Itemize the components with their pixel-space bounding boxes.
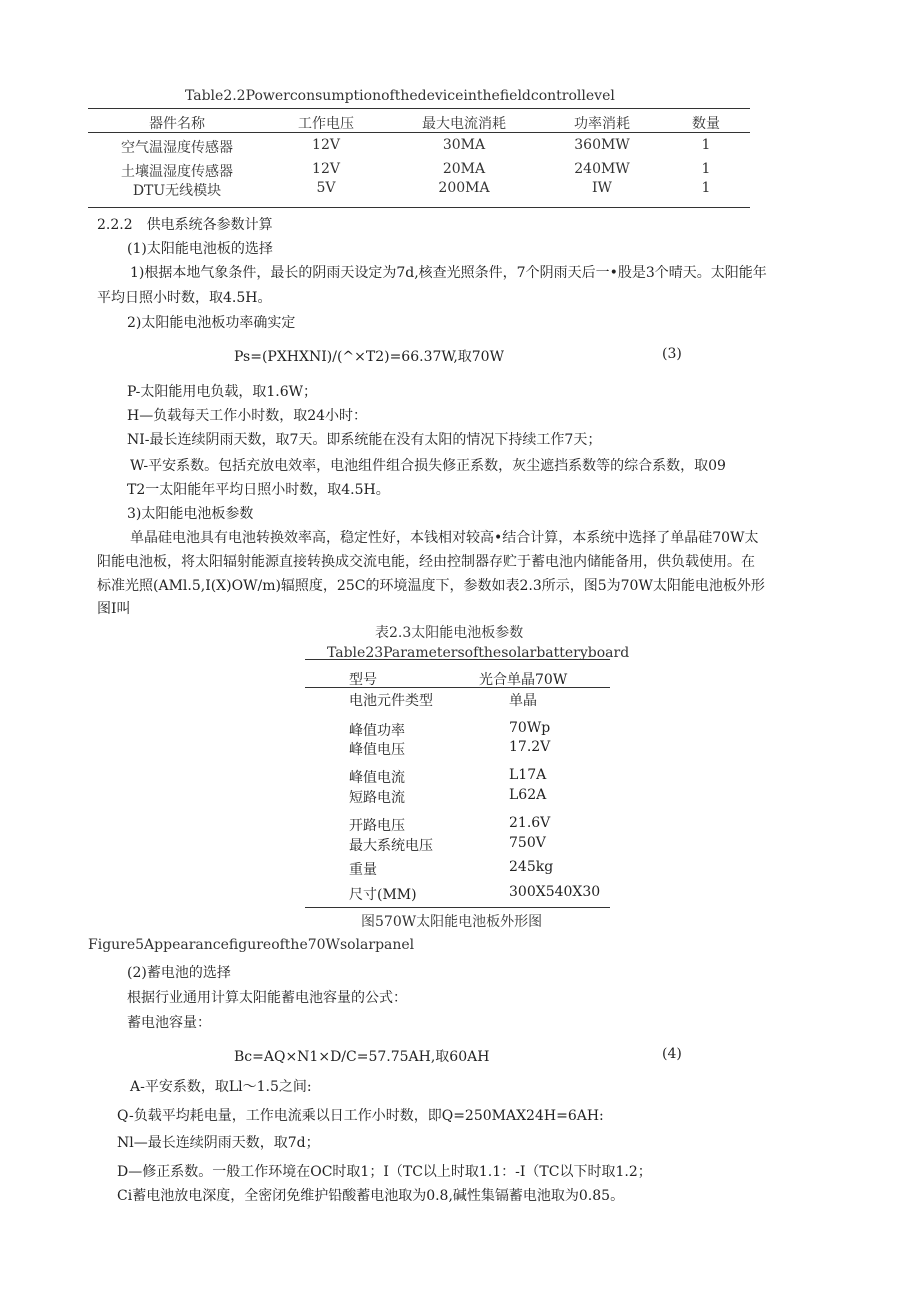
table1-header-cell: 最大电流消耗 <box>422 116 506 132</box>
definition-line: Nl—最长连续阴雨天数，取7d； <box>117 1135 320 1151</box>
table2-key: 峰值电流 <box>349 770 405 786</box>
paragraph-line: 1)根据本地气象条件，最长的阴雨天设定为7d,核查光照条件，7个阴雨天后一•股是3个晴天。太阳能年 <box>130 265 767 281</box>
table2-key: 重量 <box>349 862 377 878</box>
definition-line: D—修正系数。一般工作环境在OC时取1；I（TC以上时取1.1：-I（TC以下时取1.2； <box>117 1164 652 1180</box>
table-cell: 1 <box>701 161 711 177</box>
table2-value: 245kg <box>509 859 554 875</box>
table2-key: 短路电流 <box>349 790 405 806</box>
table-cell: 1 <box>701 137 711 153</box>
paragraph-line: 单晶硅电池具有电池转换效率高，稳定性好，本钱相对较高•结合计算，本系统中选择了单晶硅70W太 <box>130 530 759 546</box>
definition-line: Ci蓄电池放电深度，全密闭免维护铅酸蓄电池取为0.8,碱性集镉蓄电池取为0.85。 <box>117 1188 625 1204</box>
table2-caption-cn: 表2.3太阳能电池板参数 <box>375 625 524 641</box>
formula-4-number: (4) <box>662 1046 682 1062</box>
paragraph-line: 阳能电池板，将太阳辐射能源直接转换成交流电能，经由控制器存贮于蓄电池内储能备用，供负载使用。在 <box>97 554 755 570</box>
table2-key: 峰值电压 <box>349 742 405 758</box>
table-cell: 360MW <box>574 137 630 153</box>
table2-key: 开路电压 <box>349 818 405 834</box>
table2-key: 最大系统电压 <box>349 838 433 854</box>
table2-header-rule <box>305 687 610 688</box>
subheading-solar-panel: (1)太阳能电池板的选择 <box>127 241 273 257</box>
table-row <box>88 137 750 159</box>
table2-value: L17A <box>509 767 547 783</box>
paragraph-line: 标准光照(AMl.5,I(X)OW/m)辐照度，25C的环境温度下，参数如表2.3所示，图5为70W太阳能电池板外形 <box>97 578 765 594</box>
table2-top-rule <box>305 659 610 660</box>
definition-line: NI-最长连续阴雨天数，取7天。即系统能在没有太阳的情况下持续工作7天； <box>127 432 602 448</box>
table-cell: IW <box>592 180 612 196</box>
table-cell: 20MA <box>442 161 486 177</box>
table2-value: 300X540X30 <box>509 884 601 900</box>
subheading-parameters: 3)太阳能电池板参数 <box>127 506 254 522</box>
table1-top-rule <box>88 108 750 109</box>
table1-caption: Table2.2Powerconsumptionofthedeviceinthefieldcontrollevel <box>185 88 615 104</box>
definition-line: W-平安系数。包括充放电效率，电池组件组合损失修正系数，灰尘遮挡系数等的综合系数，取09 <box>130 458 726 474</box>
table1-header-cell: 数量 <box>692 116 720 132</box>
section-heading: 2.2.2 供电系统各参数计算 <box>97 217 273 233</box>
table1-header-rule <box>88 132 750 133</box>
table-cell: 1 <box>701 180 711 196</box>
paragraph-line: 平均日照小时数，取4.5H。 <box>97 290 272 306</box>
table2-bottom-rule <box>305 907 610 908</box>
table-cell: 240MW <box>574 161 630 177</box>
definition-line: A-平安系数，取Ll～1.5之间: <box>130 1079 312 1095</box>
table2-header-key: 型号 <box>349 672 377 688</box>
table2-value: 17.2V <box>509 739 551 755</box>
table2-key: 峰值功率 <box>349 723 405 739</box>
table1-header-cell: 功率消耗 <box>574 116 630 132</box>
table-row <box>88 180 750 202</box>
table-cell: 土壤温湿度传感器 <box>121 164 233 180</box>
paragraph-line: 蓄电池容量： <box>127 1015 211 1031</box>
table2-value: 单晶 <box>509 693 537 709</box>
table1-bottom-rule <box>88 207 750 208</box>
formula-3: Ps=(PXHXNI)/(^×T2)=66.37W,取70W <box>234 349 504 365</box>
figure-caption-en: Figure5Appearancefigureofthe70Wsolarpanel <box>88 937 415 953</box>
table-cell: 12V <box>312 161 340 177</box>
definition-line: Q-负载平均耗电量，工作电流乘以日工作小时数，即Q=250MAX24H=6AH: <box>117 1108 604 1124</box>
table-cell: 12V <box>312 137 340 153</box>
definition-line: T2一太阳能年平均日照小时数，取4.5H。 <box>127 482 390 498</box>
paragraph-line: 根据行业通用计算太阳能蓄电池容量的公式： <box>127 990 407 1006</box>
definition-line: H—负载每天工作小时数，取24小时： <box>127 408 368 424</box>
table2-caption-en: Table23Parametersofthesolarbatteryboard <box>327 645 630 661</box>
table-cell: 30MA <box>442 137 486 153</box>
table-cell: 200MA <box>438 180 490 196</box>
definition-line: P-太阳能用电负载，取1.6W； <box>127 384 318 400</box>
subheading-power: 2)太阳能电池板功率确实定 <box>127 315 296 331</box>
subheading-battery: (2)蓄电池的选择 <box>127 965 231 981</box>
table2-header-value: 光合单晶70W <box>479 672 568 688</box>
paragraph-line: 图I叫 <box>97 601 131 617</box>
table1-header-cell: 器件名称 <box>149 116 205 132</box>
table-cell: DTU无线模块 <box>132 183 222 199</box>
table2-value: 750V <box>509 835 546 851</box>
table2-key: 电池元件类型 <box>349 693 433 709</box>
table1-header-cell: 工作电压 <box>298 116 354 132</box>
table2-value: 21.6V <box>509 815 551 831</box>
table2-value: L62A <box>509 787 547 803</box>
table2-key: 尺寸(MM) <box>349 887 417 903</box>
table-cell: 5V <box>316 180 336 196</box>
figure-caption-cn: 图570W太阳能电池板外形图 <box>361 914 543 930</box>
table2-value: 70Wp <box>509 720 551 736</box>
formula-3-number: (3) <box>662 346 682 362</box>
table-cell: 空气温湿度传感器 <box>121 140 233 156</box>
formula-4: Bc=AQ×N1×D/C=57.75AH,取60AH <box>234 1049 490 1065</box>
